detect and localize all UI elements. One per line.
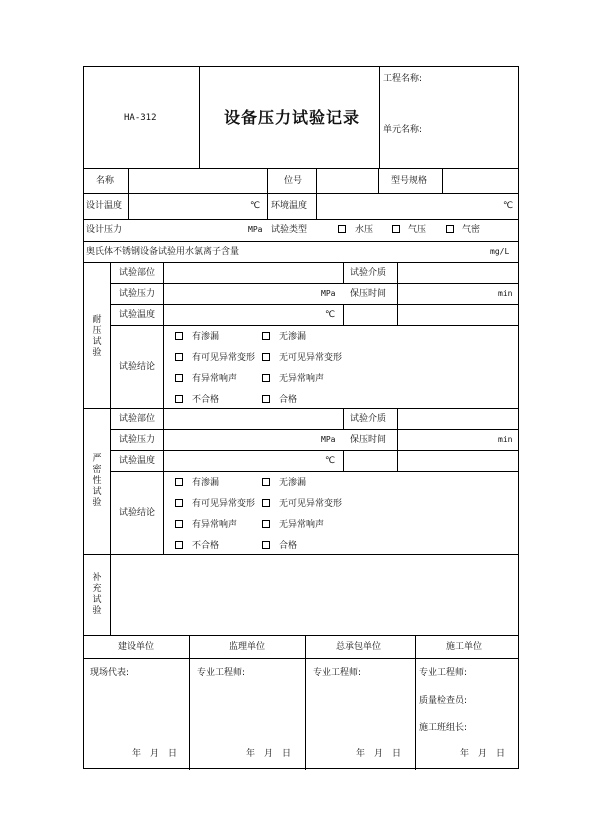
pressure-test-form — [83, 66, 519, 769]
construction-date: 年 月 日 — [460, 749, 506, 759]
tightness-checkbox-pass[interactable] — [262, 541, 270, 549]
rule — [84, 241, 518, 242]
strength-pressure-unit: MPa — [321, 289, 336, 298]
rule — [343, 262, 344, 283]
supervisor-engineer-label: 专业工程师: — [197, 668, 246, 678]
rule — [343, 408, 344, 429]
rule — [110, 471, 518, 472]
strength-hold-unit: min — [498, 289, 513, 298]
test-type-air: 气压 — [408, 225, 427, 235]
test-type-water: 水压 — [355, 225, 374, 235]
strength-conclusion-label: 试验结论 — [119, 362, 156, 372]
strength-hold-label: 保压时间 — [350, 289, 387, 299]
test-type-checkbox-airtight[interactable] — [446, 225, 454, 233]
rule — [442, 168, 443, 193]
tightness-medium-label: 试验介质 — [350, 414, 387, 424]
rule — [163, 408, 164, 554]
rule — [397, 408, 398, 471]
strength-checkbox-deform[interactable] — [175, 353, 183, 361]
rule — [84, 193, 518, 194]
strength-temp-label: 试验温度 — [119, 310, 156, 320]
tightness-hold-label: 保压时间 — [350, 435, 387, 445]
project-name-label: 工程名称: — [383, 74, 423, 84]
rule — [84, 658, 518, 659]
team-leader-label: 施工班组长: — [419, 723, 468, 733]
design-temp-unit: ℃ — [250, 201, 261, 211]
strength-opt-leak: 有渗漏 — [192, 332, 220, 342]
rule — [267, 168, 268, 219]
rule — [84, 635, 518, 636]
strength-opt-noise: 有异常响声 — [192, 374, 238, 384]
tightness-opt-pass: 合格 — [279, 541, 298, 551]
tightness-opt-nodeform: 无可见异常变形 — [279, 499, 343, 509]
page-title: 设备压力试验记录 — [224, 108, 361, 127]
strength-pressure-label: 试验压力 — [119, 289, 156, 299]
chloride-unit: mg/L — [490, 247, 510, 256]
rule — [110, 325, 518, 326]
general-contractor-header: 总承包单位 — [336, 642, 382, 652]
name-label: 名称 — [96, 176, 115, 186]
rule — [84, 408, 518, 409]
model-label: 型号规格 — [391, 176, 428, 186]
strength-checkbox-fail[interactable] — [175, 395, 183, 403]
tightness-checkbox-noise[interactable] — [175, 520, 183, 528]
strength-checkbox-nodeform[interactable] — [262, 353, 270, 361]
rule — [189, 635, 190, 770]
rule — [84, 168, 518, 169]
rule — [84, 262, 518, 263]
rule — [397, 262, 398, 325]
rule — [305, 635, 306, 770]
rule — [316, 168, 317, 219]
test-type-checkbox-water[interactable] — [338, 225, 346, 233]
rule — [199, 67, 200, 168]
rule — [378, 168, 379, 193]
test-type-airtight: 气密 — [462, 225, 481, 235]
design-temp-label: 设计温度 — [86, 201, 123, 211]
strength-medium-label: 试验介质 — [350, 268, 387, 278]
strength-opt-noleak: 无渗漏 — [279, 332, 307, 342]
rule — [84, 554, 518, 555]
ambient-temp-label: 环境温度 — [271, 201, 308, 211]
strength-opt-nodeform: 无可见异常变形 — [279, 353, 343, 363]
tightness-part-label: 试验部位 — [119, 414, 156, 424]
tightness-opt-leak: 有渗漏 — [192, 478, 220, 488]
tightness-opt-noleak: 无渗漏 — [279, 478, 307, 488]
tightness-opt-fail: 不合格 — [192, 541, 220, 551]
test-type-checkbox-air[interactable] — [392, 225, 400, 233]
tightness-pressure-unit: MPa — [321, 435, 336, 444]
strength-section-label: 耐压试验 — [92, 315, 102, 358]
rule — [343, 450, 344, 471]
tightness-checkbox-noleak[interactable] — [262, 478, 270, 486]
test-type-label: 试验类型 — [271, 225, 308, 235]
tightness-temp-label: 试验温度 — [119, 456, 156, 466]
tightness-checkbox-fail[interactable] — [175, 541, 183, 549]
tightness-hold-unit: min — [498, 435, 513, 444]
tightness-opt-deform: 有可见异常变形 — [192, 499, 256, 509]
rule — [379, 67, 380, 168]
strength-opt-deform: 有可见异常变形 — [192, 353, 256, 363]
form-code: HA-312 — [124, 113, 157, 123]
unit-name-label: 单元名称: — [383, 125, 423, 135]
tightness-checkbox-deform[interactable] — [175, 499, 183, 507]
rule — [163, 262, 164, 408]
owner-date: 年 月 日 — [132, 749, 178, 759]
tightness-opt-noise: 有异常响声 — [192, 520, 238, 530]
rule — [84, 219, 518, 220]
rule — [343, 304, 344, 325]
strength-checkbox-nonoise[interactable] — [262, 374, 270, 382]
strength-checkbox-noise[interactable] — [175, 374, 183, 382]
tightness-checkbox-nodeform[interactable] — [262, 499, 270, 507]
rule — [415, 635, 416, 770]
strength-checkbox-leak[interactable] — [175, 332, 183, 340]
strength-part-label: 试验部位 — [119, 268, 156, 278]
rule — [110, 304, 518, 305]
supervision-date: 年 月 日 — [246, 749, 292, 759]
strength-checkbox-pass[interactable] — [262, 395, 270, 403]
tightness-checkbox-leak[interactable] — [175, 478, 183, 486]
strength-temp-unit: ℃ — [325, 310, 336, 320]
strength-opt-fail: 不合格 — [192, 395, 220, 405]
supervision-unit-header: 监理单位 — [229, 642, 266, 652]
strength-opt-pass: 合格 — [279, 395, 298, 405]
tightness-section-label: 严密性试验 — [92, 454, 102, 508]
contractor-date: 年 月 日 — [356, 749, 402, 759]
rule — [110, 283, 518, 284]
design-pressure-unit: MPa — [248, 225, 263, 234]
owner-rep-label: 现场代表: — [90, 668, 130, 678]
tightness-opt-nonoise: 无异常响声 — [279, 520, 325, 530]
supplement-section-label: 补充试验 — [92, 573, 102, 616]
owner-unit-header: 建设单位 — [118, 642, 155, 652]
tightness-conclusion-label: 试验结论 — [119, 508, 156, 518]
strength-opt-nonoise: 无异常响声 — [279, 374, 325, 384]
rule — [110, 262, 111, 635]
chloride-label: 奥氏体不锈钢设备试验用水氯离子含量 — [86, 247, 240, 257]
strength-checkbox-noleak[interactable] — [262, 332, 270, 340]
contractor-engineer-label: 专业工程师: — [313, 668, 362, 678]
construction-unit-header: 施工单位 — [446, 642, 483, 652]
tightness-pressure-label: 试验压力 — [119, 435, 156, 445]
ambient-temp-unit: ℃ — [503, 201, 514, 211]
rule — [110, 429, 518, 430]
qc-inspector-label: 质量检查员: — [419, 696, 468, 706]
position-label: 位号 — [284, 176, 303, 186]
construction-engineer-label: 专业工程师: — [419, 668, 468, 678]
design-pressure-label: 设计压力 — [86, 225, 123, 235]
tightness-checkbox-nonoise[interactable] — [262, 520, 270, 528]
rule — [128, 168, 129, 219]
tightness-temp-unit: ℃ — [325, 456, 336, 466]
rule — [110, 450, 518, 451]
